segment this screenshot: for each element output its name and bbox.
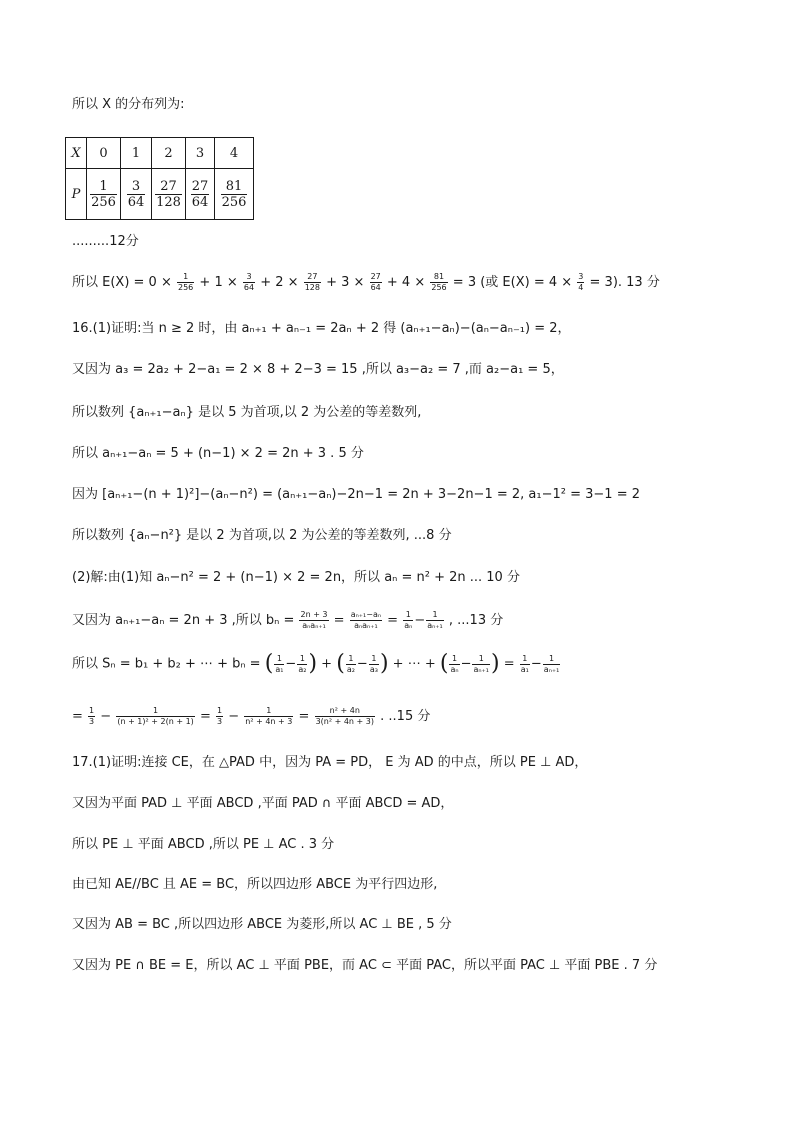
- frac-den: a₁: [275, 664, 284, 674]
- table-cell: 4: [215, 138, 254, 169]
- q17-line-6: 又因为 PE ∩ BE = E，所以 AC ⊥ 平面 PBE，而 AC ⊂ 平面 PAC，所以平面 PAC ⊥ 平面 PBE . 7 分: [72, 958, 658, 973]
- table-cell: [121, 169, 152, 220]
- frac-num: 1: [216, 706, 223, 715]
- text-run: 所以 E(X) = 0 ×: [72, 275, 172, 290]
- frac-num: 1: [297, 655, 307, 665]
- q16-line-8: 又因为 aₙ₊₁−aₙ = 2n + 3 ,所以 bₙ = $\frac{2n + 3}{\text{aₙaₙ₊₁}}$ = $\frac{\text{aₙ₊₁−aₙ}}{\text{aₙaₙ₊₁}}$ = $\frac{1}{\text{aₙ}}$ − $\frac{1}{\text{aₙ₊₁}}$ , ...13 分: [72, 610, 504, 630]
- q17-line-5: 又因为 AB = BC ,所以四边形 ABCE 为菱形,所以 AC ⊥ BE , 5 分: [72, 917, 452, 932]
- frac-num: 1: [116, 707, 194, 717]
- frac-den: 3: [89, 717, 95, 726]
- fraction: [243, 273, 255, 292]
- table-cell: 3: [186, 138, 215, 169]
- prob-num: 81: [221, 180, 248, 195]
- q16-line-1: 16.(1)证明:当 n ≥ 2 时，由 aₙ₊₁ + aₙ₋₁ = 2aₙ + 2 得 (aₙ₊₁−aₙ)−(aₙ−aₙ₋₁) = 2，: [72, 321, 571, 336]
- frac-num: 1: [89, 706, 95, 715]
- fraction: [304, 273, 321, 292]
- fraction: [543, 655, 561, 674]
- fraction: [426, 611, 444, 630]
- prob-den: 64: [127, 194, 145, 210]
- score-12: .........12分: [72, 234, 139, 249]
- prob-num: 3: [127, 180, 146, 195]
- table-cell: 0: [87, 138, 121, 169]
- fraction: [315, 707, 375, 726]
- frac-den: a₁: [520, 664, 529, 674]
- frac-den: aₙ₊₁: [543, 664, 560, 674]
- frac-num: 1: [244, 707, 293, 717]
- table-cell: [152, 169, 186, 220]
- q16-line-6: 所以数列 {aₙ−n²} 是以 2 为首项,以 2 为公差的等差数列, ...8 分: [72, 528, 452, 543]
- frac-num: 1: [426, 611, 444, 621]
- frac-den: a₃: [369, 664, 378, 674]
- intro-line: 所以 X 的分布列为:: [72, 97, 185, 112]
- fraction: [116, 707, 194, 726]
- frac-den: aₙaₙ₊₁: [354, 621, 378, 630]
- table-cell: [186, 169, 215, 220]
- text-run: + 2 ×: [260, 275, 299, 290]
- fraction: [449, 655, 459, 674]
- frac-num: n² + 4n: [315, 707, 375, 717]
- text-run: 所以 Sₙ = b₁ + b₂ + ⋯ + bₙ =: [72, 656, 261, 672]
- fraction: [244, 707, 293, 726]
- frac-den: aₙ: [450, 664, 459, 674]
- frac-den: 128: [304, 283, 320, 292]
- frac-den: aₙaₙ₊₁: [302, 621, 326, 630]
- fraction: [88, 707, 95, 726]
- frac-den: n² + 4n + 3: [245, 717, 293, 726]
- q17-line-4: 由已知 AE//BC 且 AE = BC，所以四边形 ABCE 为平行四边形,: [72, 877, 438, 892]
- q16-line-5: 因为 [aₙ₊₁−(n + 1)²]−(aₙ−n²) = (aₙ₊₁−aₙ)−2n−1 = 2n + 3−2n−1 = 2, a₁−1² = 3−1 = 2: [72, 487, 640, 502]
- fraction: [299, 611, 328, 630]
- frac-den: 64: [243, 283, 255, 292]
- table-cell: 2: [152, 138, 186, 169]
- frac-den: 3(n² + 4n + 3): [315, 717, 374, 726]
- q16-line-10: = $\frac{1}{3}$ − $\frac{1}{\text{(n + 1)² + 2(n + 1)}}$ = $\frac{1}{3}$ − $\frac{1}{\text{n² + 4n + 3}}$ = $\frac{\text{n² + 4n}}{\text{3(n² + 4n + 3)}}$ . ..15 分: [72, 706, 431, 726]
- frac-den: aₙ: [404, 621, 413, 630]
- q16-line-7: (2)解:由(1)知 aₙ−n² = 2 + (n−1) × 2 = 2n，所以 aₙ = n² + 2n ... 10 分: [72, 570, 520, 585]
- prob-num: 27: [155, 180, 182, 195]
- fraction: [216, 707, 223, 726]
- text-run: 又因为 aₙ₊₁−aₙ = 2n + 3 ,所以 bₙ =: [72, 613, 295, 628]
- frac-den: 4: [578, 283, 584, 292]
- text-run: , ...13 分: [448, 613, 504, 628]
- q17-line-3: 所以 PE ⊥ 平面 ABCD ,所以 PE ⊥ AC . 3 分: [72, 837, 335, 852]
- prob-den: 256: [91, 194, 116, 210]
- text-run: = 3). 13 分: [589, 275, 660, 290]
- frac-num: 1: [369, 655, 379, 665]
- q16-line-4: 所以 aₙ₊₁−aₙ = 5 + (n−1) × 2 = 2n + 3 . 5 分: [72, 446, 364, 461]
- fraction: [577, 273, 584, 292]
- frac-num: 1: [449, 655, 459, 665]
- prob-den: 128: [156, 194, 181, 210]
- fraction: [370, 273, 382, 292]
- fraction: [274, 655, 284, 674]
- prob-num: 27: [191, 178, 209, 194]
- frac-den: 256: [431, 283, 447, 292]
- fraction: [472, 655, 490, 674]
- q17-line-1: 17.(1)证明:连接 CE，在 △PAD 中，因为 PA = PD， E 为 AD 的中点，所以 PE ⊥ AD，: [72, 755, 588, 770]
- frac-num: 1: [520, 655, 530, 665]
- fraction: [346, 655, 356, 674]
- frac-den: a₂: [298, 664, 307, 674]
- frac-num: 1: [543, 655, 561, 665]
- frac-num: 1: [403, 611, 413, 621]
- frac-den: (n + 1)² + 2(n + 1): [117, 717, 194, 726]
- frac-num: 2n + 3: [300, 610, 328, 619]
- frac-den: aₙ₊₁: [427, 621, 443, 630]
- prob-num: 1: [90, 180, 117, 195]
- table-cell: [215, 169, 254, 220]
- text-run: + 4 ×: [386, 275, 426, 290]
- expectation-line: [72, 272, 660, 294]
- frac-num: 1: [346, 655, 356, 665]
- q16-line-3: 所以数列 {aₙ₊₁−aₙ} 是以 5 为首项,以 2 为公差的等差数列,: [72, 405, 422, 420]
- fraction: [403, 611, 413, 630]
- text-run: = 3 (或 E(X) = 4 ×: [452, 275, 573, 290]
- distribution-table: [65, 137, 254, 220]
- frac-num: aₙ₊₁−aₙ: [350, 610, 382, 619]
- frac-num: 27: [370, 272, 381, 281]
- prob-den: 256: [221, 194, 247, 210]
- fraction: [520, 655, 530, 674]
- table-row: [66, 169, 254, 220]
- fraction: [350, 611, 382, 630]
- table-header-p: P: [66, 169, 87, 220]
- frac-num: 3: [243, 273, 255, 283]
- table-cell: 1: [121, 138, 152, 169]
- frac-num: 1: [177, 273, 194, 283]
- fraction: [369, 655, 379, 674]
- frac-den: 64: [370, 283, 381, 292]
- frac-den: a₂: [346, 664, 355, 674]
- table-header-x: X: [66, 138, 87, 169]
- q16-line-2: 又因为 a₃ = 2a₂ + 2−a₁ = 2 × 8 + 2−3 = 15 ,所以 a₃−a₂ = 7 ,而 a₂−a₁ = 5，: [72, 362, 564, 377]
- frac-num: 27: [304, 273, 321, 283]
- frac-num: 3: [578, 272, 584, 281]
- table-cell: [87, 169, 121, 220]
- fraction: [430, 273, 447, 292]
- frac-num: 1: [472, 655, 490, 665]
- text-run: + 1 ×: [199, 275, 238, 290]
- frac-den: aₙ₊₁: [473, 664, 489, 674]
- q16-line-9: 所以 Sₙ = b₁ + b₂ + ⋯ + bₙ = ( $\frac{1}{\text{a₁}}$ − $\frac{1}{\text{a₂}}$ ) + ( $\frac{1}{\text{a₂}}$ − $\frac{1}{\text{a₃}}$ ) + ⋯ + ( $\frac{1}{\text{aₙ}}$ − $\frac{1}{\text{aₙ₊₁}}$ ) = $\frac{1}{\text{a₁}}$ − $\frac{1}{\text{aₙ₊₁}}$: [72, 651, 560, 676]
- text-run: + 3 ×: [326, 275, 365, 290]
- frac-den: 256: [178, 283, 194, 292]
- prob-den: 64: [191, 194, 209, 210]
- text-run: . ..15 分: [380, 709, 431, 724]
- table-row: [66, 138, 254, 169]
- q17-line-2: 又因为平面 PAD ⊥ 平面 ABCD ,平面 PAD ∩ 平面 ABCD = AD，: [72, 796, 454, 811]
- frac-num: 81: [430, 273, 447, 283]
- frac-num: 1: [274, 655, 284, 665]
- fraction: [177, 273, 194, 292]
- fraction: [297, 655, 307, 674]
- frac-den: 3: [216, 717, 223, 726]
